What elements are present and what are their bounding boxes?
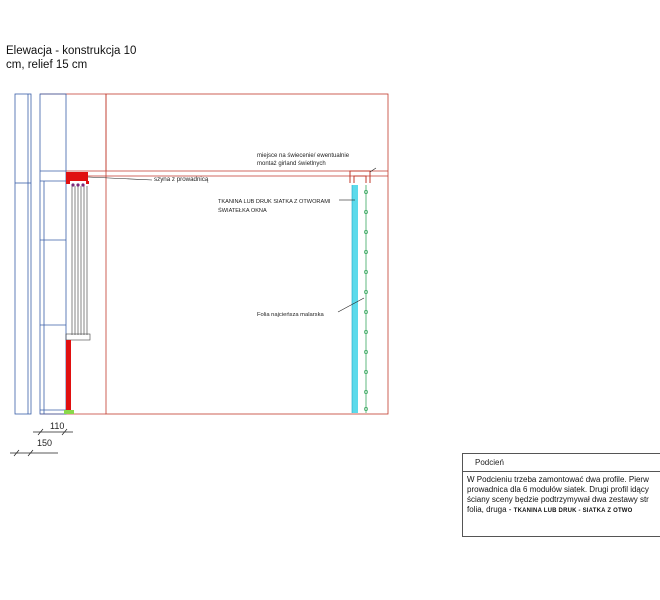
lighting-label-line1: miejsce na świecenie/ ewentualnie (257, 153, 350, 159)
note-line-3: ściany sceny będzie podtrzymywał dwa zestawy str (467, 495, 649, 504)
note-body (463, 472, 660, 516)
stage-frame (40, 94, 388, 414)
note-box (462, 453, 660, 537)
note-line-4 (467, 505, 660, 516)
mesh-hooks (71, 183, 84, 186)
right-profile (350, 171, 370, 183)
dimension-110-label: 110 (50, 421, 65, 431)
note-line-2: prowadnica dla 6 modułów siatek. Drugi profil idący (467, 485, 649, 494)
support-post (64, 340, 74, 414)
fabric-mesh (352, 185, 358, 413)
fabric-label-line2: ŚWIATEŁKA OKNA (218, 208, 267, 214)
dimension-150-label: 150 (37, 438, 53, 448)
rail-label: szyna z prowadnicą (154, 176, 209, 183)
dimension-150 (10, 450, 58, 456)
fabric-label-line1: TKANINA LUB DRUK SIATKA Z OTWORAMI (218, 199, 331, 205)
note-line-4-bold: TKANINA LUB DRUK - SIATKA Z OTWO (513, 508, 633, 514)
elevation-title: Elewacja - konstrukcja 10 cm, relief 15 cm (6, 45, 137, 71)
note-line-4-prefix: folia, druga - (467, 505, 514, 514)
note-header: Podcień (463, 454, 660, 472)
note-line-1: W Podcieniu trzeba zamontować dwa profile. Pierw (467, 475, 649, 484)
lighting-label-line2: montaż girland świetlnych (257, 161, 326, 167)
mesh-modules (66, 186, 90, 340)
left-structure (15, 94, 66, 414)
foil-label: Folia najcieńsza malarska (257, 312, 324, 318)
rail-profile (66, 172, 89, 184)
leader-lines (88, 168, 376, 312)
